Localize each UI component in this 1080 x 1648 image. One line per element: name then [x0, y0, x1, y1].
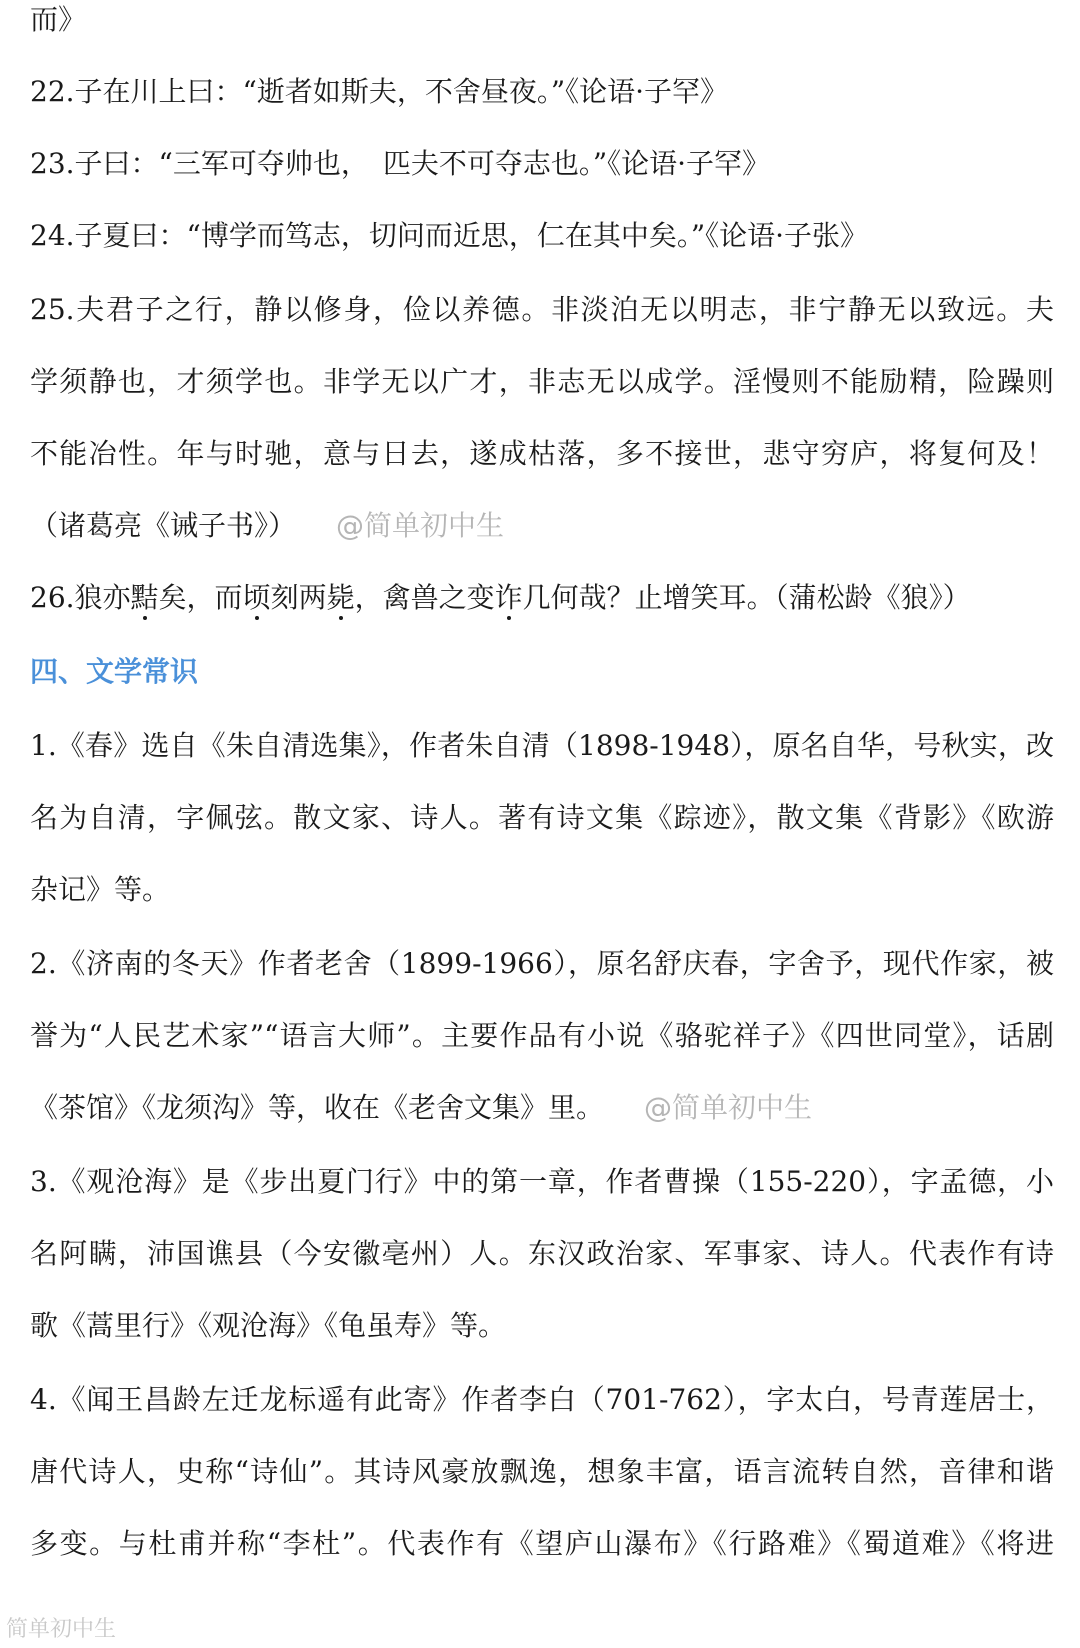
section-heading: 四、文学常识 — [30, 655, 199, 688]
quote-26-text: 刻两 — [270, 581, 327, 614]
quote-22: 22.子在川上曰：“逝者如斯夫，不舍昼夜。”《论语·子罕》 — [30, 75, 729, 108]
knowledge-2-line-3 — [30, 1088, 1054, 1128]
knowledge-1-line-2: 名为自清，字佩弦。散文家、诗人。著有诗文集《踪迹》，散文集《背影》《欧游 — [30, 801, 1054, 834]
quote-26-text: ，禽兽之变 — [354, 581, 495, 614]
text-line: 而》 — [30, 3, 87, 36]
knowledge-2-line-3-text: 《茶馆》《龙须沟》等，收在《老舍文集》里。 — [30, 1091, 605, 1124]
emphasis-char: 诈 — [494, 581, 523, 614]
knowledge-2-line-1: 2.《济南的冬天》作者老舍（1899-1966），原名舒庆春，字舍予，现代作家，被 — [30, 947, 1054, 980]
knowledge-4-line-1: 4.《闻王昌龄左迁龙标遥有此寄》作者李白（701-762），字太白，号青莲居士， — [30, 1383, 1054, 1416]
quote-25-line-1: 25.夫君子之行，静以修身，俭以养德。非淡泊无以明志，非宁静无以致远。夫 — [30, 293, 1054, 326]
emphasis-char: 顷 — [242, 581, 271, 614]
quote-26-text: 矣，而 — [158, 581, 243, 614]
knowledge-4-line-2: 唐代诗人，史称“诗仙”。其诗风豪放飘逸，想象丰富，语言流转自然，音律和谐 — [30, 1455, 1054, 1488]
knowledge-3-line-3: 歌《蒿里行》《观沧海》《龟虽寿》等。 — [30, 1309, 507, 1342]
quote-25-line-3: 不能冶性。年与时驰，意与日去，遂成枯落，多不接世，悲守穷庐，将复何及！ — [30, 437, 1054, 470]
watermark-text: @简单初中生 — [336, 509, 505, 542]
knowledge-3-line-2: 名阿瞒，沛国谯县（今安徽亳州）人。东汉政治家、军事家、诗人。代表作有诗 — [30, 1237, 1054, 1270]
watermark-text: @简单初中生 — [644, 1091, 813, 1124]
knowledge-3-line-1: 3.《观沧海》是《步出夏门行》中的第一章，作者曹操（155-220），字孟德，小 — [30, 1165, 1054, 1198]
corner-watermark: 简单初中生 — [6, 1617, 117, 1642]
quote-26 — [30, 578, 1054, 618]
knowledge-1-line-3: 杂记》等。 — [30, 873, 171, 906]
quote-23: 23.子曰：“三军可夺帅也， 匹夫不可夺志也。”《论语·子罕》 — [30, 147, 771, 180]
quote-24: 24.子夏曰：“博学而笃志，切问而近思，仁在其中矣。”《论语·子张》 — [30, 219, 869, 252]
quote-25-line-2: 学须静也，才须学也。非学无以广才，非志无以成学。淫慢则不能励精，险躁则 — [30, 365, 1054, 398]
emphasis-char: 黠 — [130, 581, 159, 614]
knowledge-2-line-2: 誉为“人民艺术家”“语言大师”。主要作品有小说《骆驼祥子》《四世同堂》，话剧 — [30, 1019, 1054, 1052]
quote-25-source — [30, 506, 1054, 546]
quote-26-text: 几何哉？止增笑耳。（蒲松龄《狼》） — [522, 581, 971, 614]
quote-25-source-text: （诸葛亮《诫子书》） — [30, 509, 297, 542]
quote-26-text: 26.狼亦 — [30, 581, 131, 614]
knowledge-1-line-1: 1.《春》选自《朱自清选集》，作者朱自清（1898-1948），原名自华，号秋实，改 — [30, 729, 1054, 762]
knowledge-4-line-3: 多变。与杜甫并称“李杜”。代表作有《望庐山瀑布》《行路难》《蜀道难》《将进 — [30, 1527, 1054, 1560]
emphasis-char: 毙 — [326, 581, 355, 614]
